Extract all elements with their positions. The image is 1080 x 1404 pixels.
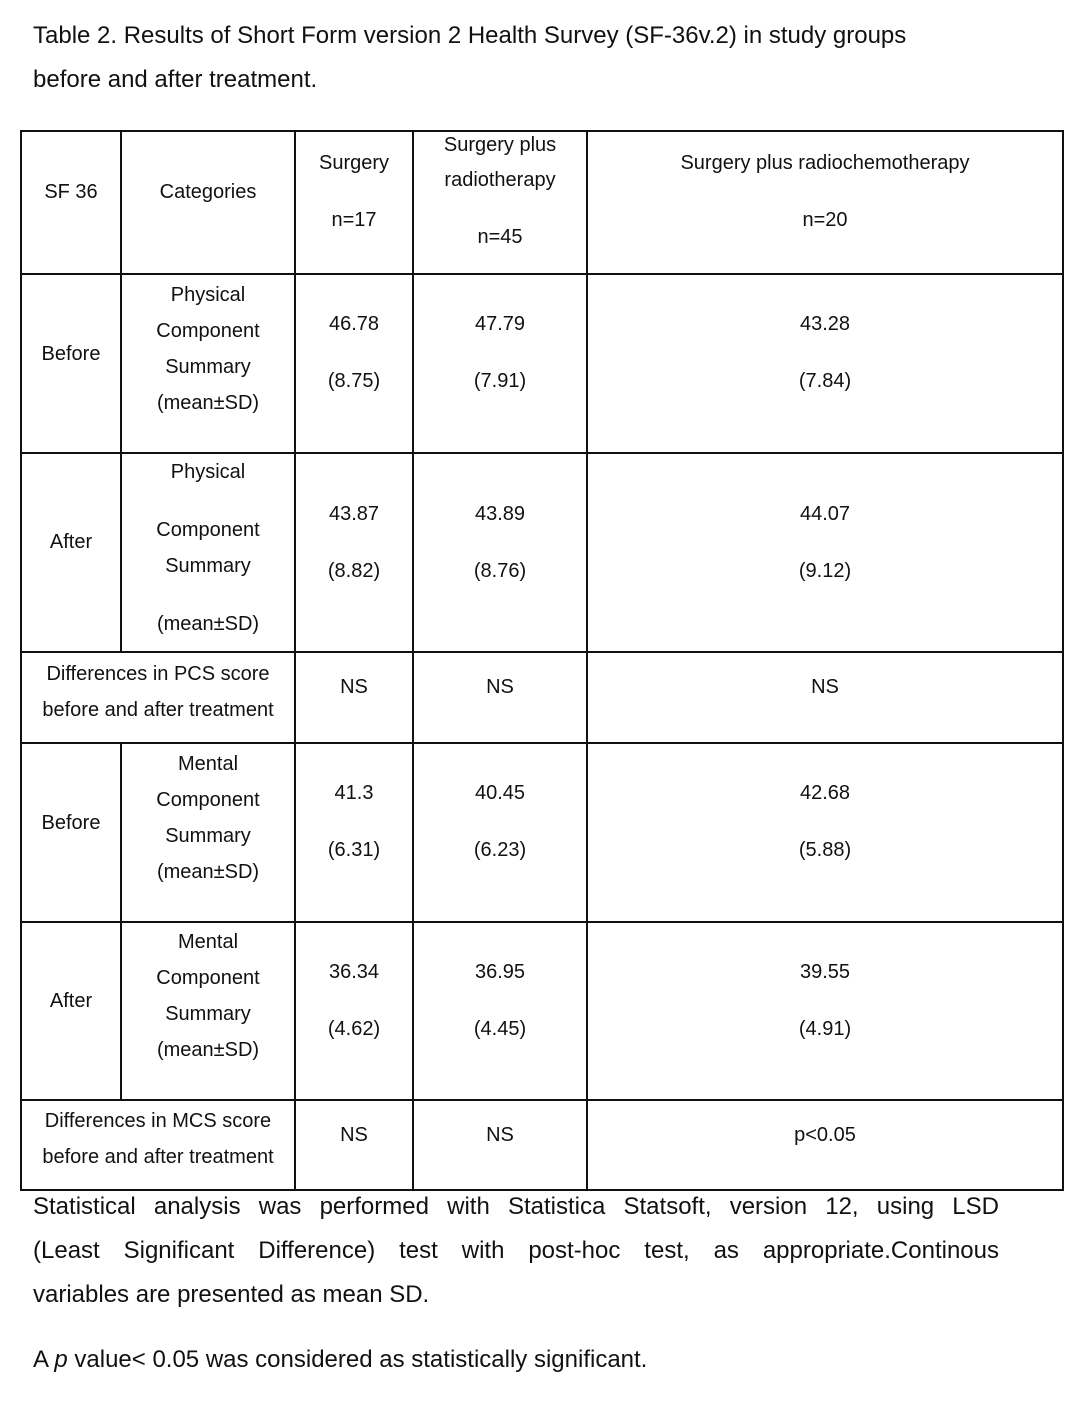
category-line: Summary <box>165 825 251 847</box>
note-p-italic: p <box>54 1346 68 1373</box>
significance-note <box>33 1338 999 1382</box>
value-mean: 36.95 <box>474 961 526 983</box>
significance-cell: NS <box>340 1124 368 1146</box>
value-sd: (9.12) <box>798 560 852 582</box>
value-sd: (6.23) <box>473 839 527 861</box>
table-footnote <box>33 1185 999 1317</box>
value-cell <box>296 313 412 393</box>
category-line: (mean±SD) <box>156 613 260 635</box>
mcs-difference-label <box>22 1103 294 1175</box>
value-cell <box>296 961 412 1041</box>
value-cell <box>414 782 586 862</box>
value-cell <box>588 961 1062 1041</box>
diff-line: before and after treatment <box>42 699 274 721</box>
value-cell <box>414 313 586 393</box>
value-mean: 40.45 <box>474 782 526 804</box>
group-name: Surgery <box>318 152 390 174</box>
value-sd: (5.88) <box>798 839 852 861</box>
value-cell <box>588 313 1062 393</box>
footnote-line-3: variables are presented as mean SD. <box>33 1281 430 1308</box>
value-cell <box>588 782 1062 862</box>
category-line: Component <box>156 519 260 541</box>
row-phase: After <box>49 531 93 553</box>
value-sd: (8.76) <box>473 560 527 582</box>
group-name-line1: Surgery plus <box>443 134 557 156</box>
value-mean: 36.34 <box>328 961 380 983</box>
category-line: Mental <box>177 753 239 775</box>
significance-cell: p<0.05 <box>794 1124 856 1146</box>
row-category <box>122 277 294 421</box>
header-group-surgery-radiotherapy <box>414 134 586 249</box>
caption-line-1: Table 2. Results of Short Form version 2 Health Survey (SF-36v.2) in study groups <box>33 22 907 49</box>
category-line: (mean±SD) <box>156 1039 260 1061</box>
caption-line-2: before and after treatment. <box>33 66 318 93</box>
significance-cell: NS <box>486 1124 514 1146</box>
group-name-line2: radiotherapy <box>444 169 556 191</box>
group-n: n=20 <box>802 209 848 231</box>
category-line: (mean±SD) <box>156 861 260 883</box>
category-line: Physical <box>170 461 246 483</box>
significance-cell: NS <box>340 676 368 698</box>
value-cell <box>296 503 412 583</box>
significance-cell: NS <box>486 676 514 698</box>
category-line: (mean±SD) <box>156 392 260 414</box>
header-categories: Categories <box>159 181 257 203</box>
diff-line: before and after treatment <box>42 1146 274 1168</box>
note-prefix: A <box>33 1346 55 1373</box>
diff-line: Differences in PCS score <box>46 663 270 685</box>
value-mean: 44.07 <box>799 503 851 525</box>
value-sd: (4.62) <box>327 1018 381 1040</box>
row-phase: After <box>49 990 93 1012</box>
value-mean: 46.78 <box>328 313 380 335</box>
header-sf36: SF 36 <box>44 181 98 203</box>
results-table <box>20 130 1064 1191</box>
value-mean: 47.79 <box>474 313 526 335</box>
group-name: Surgery plus radiochemotherapy <box>680 152 970 174</box>
note-rest: value< 0.05 was considered as statistically significant. <box>67 1346 648 1373</box>
value-sd: (4.91) <box>798 1018 852 1040</box>
value-mean: 42.68 <box>799 782 851 804</box>
value-mean: 41.3 <box>334 782 374 804</box>
value-sd: (7.91) <box>473 370 527 392</box>
value-mean: 43.87 <box>328 503 380 525</box>
header-group-surgery <box>296 152 412 232</box>
footnote-line-2: (Least Significant Difference) test with post-hoc test, as appropriate.Continous <box>33 1237 999 1264</box>
category-line: Physical <box>170 284 246 306</box>
group-n: n=17 <box>331 209 377 231</box>
row-category <box>122 454 294 642</box>
value-sd: (7.84) <box>798 370 852 392</box>
group-n: n=45 <box>477 226 523 248</box>
value-mean: 39.55 <box>799 961 851 983</box>
category-line: Component <box>156 789 260 811</box>
value-cell <box>296 782 412 862</box>
row-category <box>122 746 294 890</box>
category-line: Component <box>156 967 260 989</box>
value-mean: 43.89 <box>474 503 526 525</box>
value-sd: (8.75) <box>327 370 381 392</box>
value-cell <box>414 503 586 583</box>
row-category <box>122 924 294 1068</box>
significance-cell: NS <box>811 676 839 698</box>
value-mean: 43.28 <box>799 313 851 335</box>
footnote-line-1: Statistical analysis was performed with Statistica Statsoft, version 12, using LSD <box>33 1193 999 1220</box>
category-line: Component <box>156 320 260 342</box>
category-line: Summary <box>165 1003 251 1025</box>
row-phase: Before <box>41 812 101 834</box>
table-caption <box>33 14 1043 102</box>
category-line: Summary <box>165 555 251 577</box>
header-group-surgery-radiochemotherapy <box>588 152 1062 232</box>
pcs-difference-label <box>22 656 294 728</box>
category-line: Summary <box>165 356 251 378</box>
diff-line: Differences in MCS score <box>44 1110 272 1132</box>
value-sd: (8.82) <box>327 560 381 582</box>
value-sd: (4.45) <box>473 1018 527 1040</box>
value-cell <box>414 961 586 1041</box>
row-phase: Before <box>41 343 101 365</box>
value-sd: (6.31) <box>327 839 381 861</box>
category-line: Mental <box>177 931 239 953</box>
value-cell <box>588 503 1062 583</box>
